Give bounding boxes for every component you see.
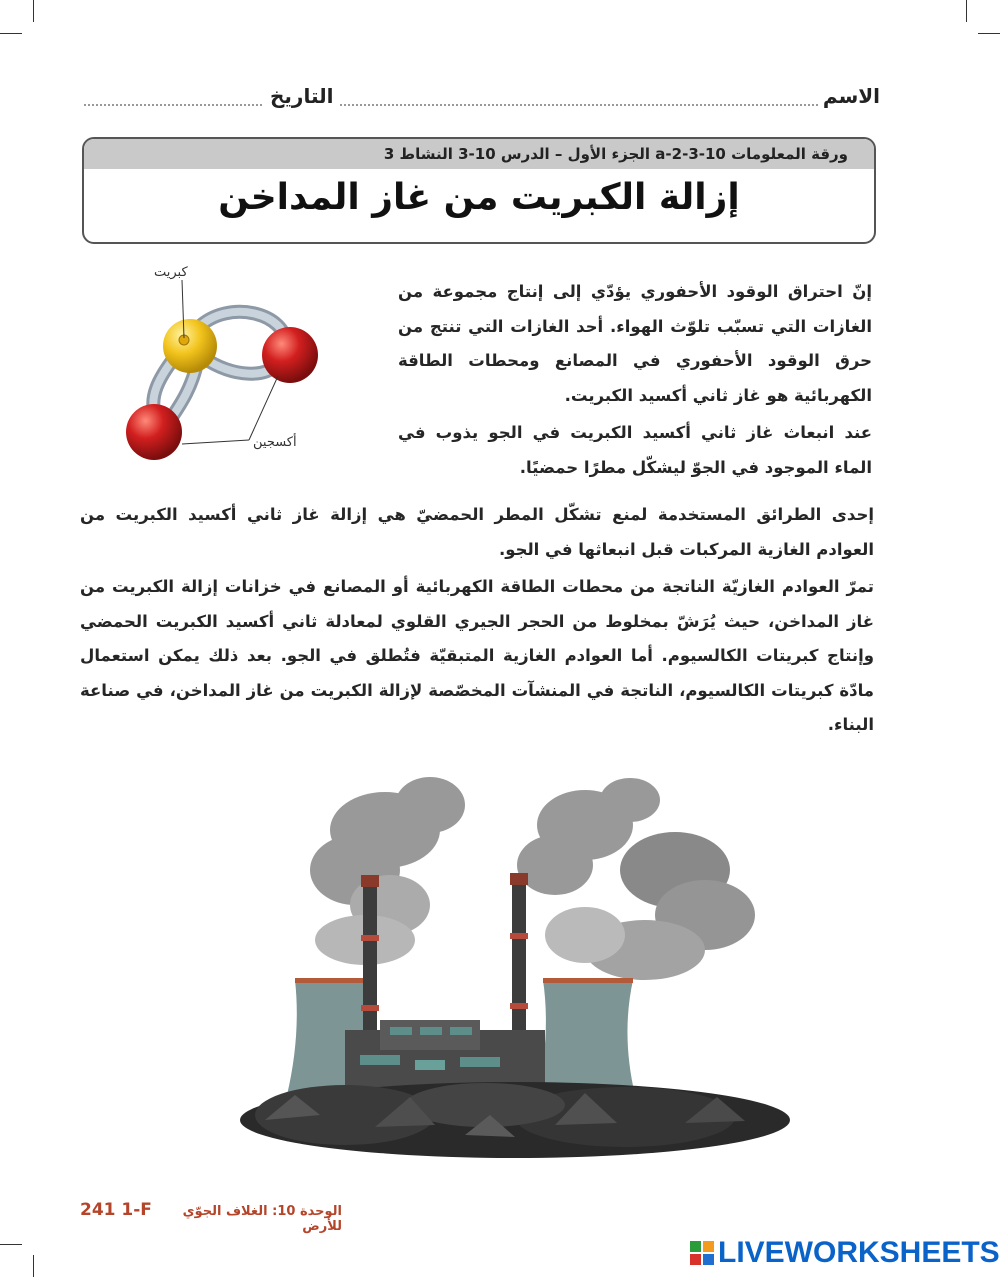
liveworksheets-icon	[690, 1241, 714, 1265]
chimney-band	[510, 1003, 528, 1009]
chimney-band	[510, 873, 528, 885]
method-paragraph: إحدى الطرائق المستخدمة لمنع تشكّل المطر الحمضيّ هي إزالة غاز ثاني أكسيد الكبريت من العوادم الغازية المركبات قبل انبعاثها في الجو.	[80, 505, 874, 559]
oxygen-atom	[262, 327, 318, 383]
page-footer	[80, 1200, 380, 1234]
sulfur-label: كبريت	[154, 265, 188, 280]
chimney-band	[361, 875, 379, 887]
sulfur-dioxide-molecule-illustration	[118, 258, 348, 468]
sheet-reference-strip	[84, 139, 874, 169]
plant-window	[420, 1027, 442, 1035]
sulfur-atom	[163, 319, 217, 373]
crop-mark	[0, 1244, 22, 1245]
oxygen-label: أكسجين	[253, 435, 297, 450]
tower-rim	[543, 978, 633, 983]
process-paragraph: تمرّ العوادم الغازيّة الناتجة من محطات الطاقة الكهربائية أو المصانع في خزانات إزالة الكبريت من غاز المداخن، حيث يُرَشّ بمخلوط من الحجر الجيري القلوي لمعادلة ثاني أكسيد الكبريت الحمضي وإنتاج كبريتات الكالسيوم. أما العوادم الغازية المتبقيّة فتُطلق في الجو. بعد ذلك يمكن استعمال مادّة كبريتات الكالسيوم، الناتجة في المنشآت المخصّصة لإزالة الكبريت من غاز المداخن، في صناعة البناء.	[80, 577, 874, 734]
name-date-row	[80, 84, 880, 114]
plant-window	[360, 1055, 400, 1065]
power-plant-illustration	[225, 775, 805, 1175]
plant-window	[450, 1027, 472, 1035]
title-box	[82, 137, 876, 244]
crop-mark	[0, 33, 22, 34]
name-field[interactable]	[340, 104, 818, 106]
oxygen-pointer	[182, 440, 249, 444]
unit-title: الوحدة 10: الغلاف الجوّي للأرض	[182, 1204, 342, 1234]
oxygen-atom	[126, 404, 182, 460]
date-field[interactable]	[84, 104, 262, 106]
liveworksheets-logo[interactable]	[690, 1233, 1000, 1273]
crop-mark	[966, 0, 967, 22]
chimney-band	[361, 1005, 379, 1011]
coal-pile	[240, 1082, 790, 1158]
chimney-band	[510, 933, 528, 939]
plant-window	[390, 1027, 412, 1035]
crop-mark	[978, 33, 1000, 34]
brand-name: LIVEWORKSHEETS	[718, 1236, 1000, 1269]
date-label: التاريخ	[270, 84, 334, 108]
crop-mark	[33, 0, 34, 22]
page-title: إزالة الكبريت من غاز المداخن	[218, 177, 740, 218]
crop-mark	[33, 1255, 34, 1277]
oxygen-pointer	[249, 376, 278, 440]
sheet-reference: ورقة المعلومات 10-3-2-a الجزء الأول – الدرس 10-3 النشاط 3	[383, 145, 848, 163]
plant-window	[460, 1057, 500, 1067]
chimney-band	[361, 935, 379, 941]
name-label: الاسم	[822, 84, 880, 108]
page-number: 241 1-F	[80, 1200, 152, 1220]
cooling-tower	[537, 980, 635, 1095]
plant-window	[415, 1060, 445, 1070]
emission-paragraph: عند انبعاث غاز ثاني أكسيد الكبريت في الجو يذوب في الماء الموجود في الجوّ ليشكّل مطرًا حمضيًا.	[398, 423, 872, 477]
intro-paragraph: إنّ احتراق الوقود الأحفوري يؤدّي إلى إنتاج مجموعة من الغازات التي تسبّب تلوّث الهواء. أحد الغازات التي تنتج من حرق الوقود الأحفوري في المصانع ومحطات الطاقة الكهربائية هو غاز ثاني أكسيد الكبريت.	[398, 282, 872, 405]
